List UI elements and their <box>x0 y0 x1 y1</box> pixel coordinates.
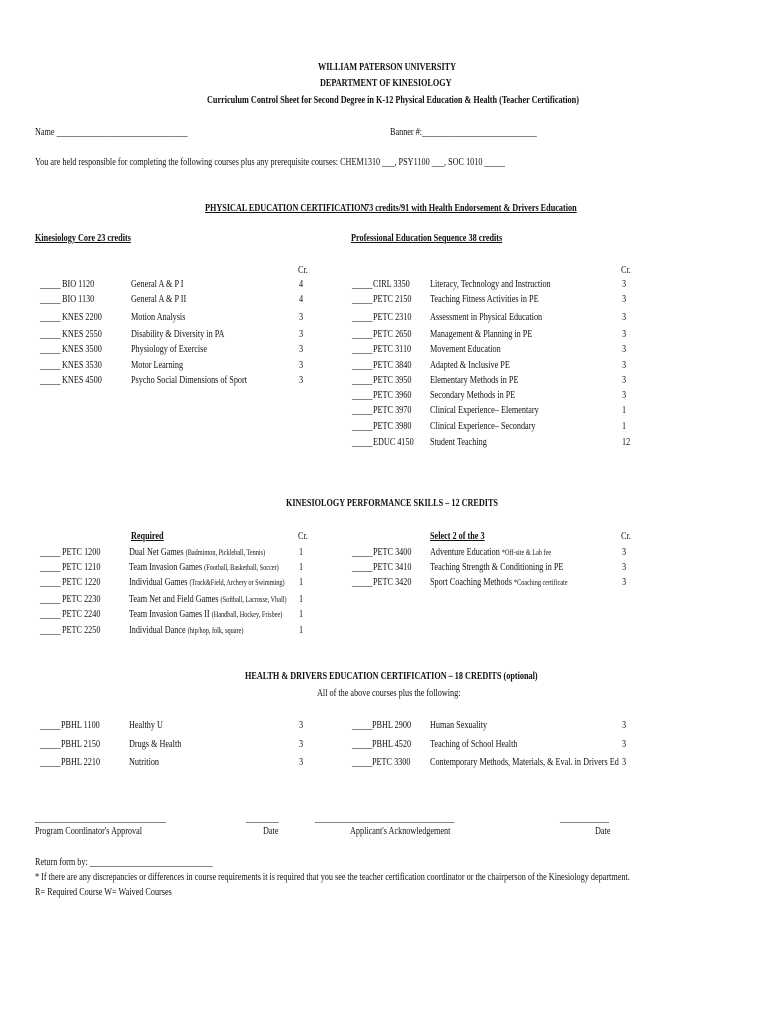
course-code: PETC 3970 <box>373 405 412 416</box>
course-credits: 1 <box>299 547 304 558</box>
course-credits: 3 <box>299 329 304 340</box>
completion-blank[interactable]: _____ <box>352 294 373 305</box>
applicant-signature-label: Applicant's Acknowledgement <box>350 826 451 837</box>
professional-education-heading: Professional Education Sequence 38 credits <box>351 233 503 244</box>
course-credits: 3 <box>299 360 304 371</box>
course-credits: 3 <box>622 577 627 588</box>
course-code: PBHL 4520 <box>372 739 412 750</box>
course-note: *Coaching certificate <box>513 578 568 587</box>
course-title-text: Team Net and Field Games <box>129 594 219 605</box>
course-title <box>430 577 567 589</box>
completion-blank[interactable]: _____ <box>40 329 61 340</box>
course-note: (Handball, Hockey, Frisbee) <box>211 610 283 619</box>
course-code: PETC 3110 <box>373 344 412 355</box>
course-title <box>129 609 282 621</box>
course-title: Teaching Strength & Conditioning in PE <box>430 562 564 573</box>
course-credits: 3 <box>622 720 627 731</box>
course-title <box>129 547 265 559</box>
course-code: KNES 2550 <box>62 329 102 340</box>
course-credits: 3 <box>299 739 304 750</box>
completion-blank[interactable]: _____ <box>352 329 373 340</box>
course-credits: 1 <box>299 625 304 636</box>
course-credits: 3 <box>622 329 627 340</box>
course-title <box>129 562 279 574</box>
course-title: Secondary Methods in PE <box>430 390 516 401</box>
course-title-text: Team Invasion Games II <box>129 609 210 620</box>
course-title: Elementary Methods in PE <box>430 375 519 386</box>
completion-blank[interactable]: _____ <box>40 757 61 768</box>
banner-field[interactable]: Banner #:____________________________ <box>390 127 537 138</box>
completion-blank[interactable]: _____ <box>352 375 373 386</box>
course-code: PETC 2250 <box>62 625 101 636</box>
course-code: PETC 3410 <box>373 562 412 573</box>
course-credits: 3 <box>299 312 304 323</box>
course-code: PETC 3400 <box>373 547 412 558</box>
completion-blank[interactable]: _____ <box>352 547 373 558</box>
completion-blank[interactable]: _____ <box>352 437 373 448</box>
credits-column-label: Cr. <box>621 265 631 276</box>
course-credits: 1 <box>299 577 304 588</box>
course-credits: 3 <box>622 279 627 290</box>
completion-blank[interactable]: _____ <box>352 720 373 731</box>
completion-blank[interactable]: _____ <box>40 577 61 588</box>
course-code: KNES 2200 <box>62 312 102 323</box>
course-credits: 3 <box>622 390 627 401</box>
course-note: (Track&Field, Archery or Swimming) <box>189 578 285 587</box>
credits-column-label: Cr. <box>298 531 308 542</box>
pe-certification-credits: 73 credits/91 with Health Endorsement & Drivers Education <box>365 203 577 214</box>
course-title: Disability & Diversity in PA <box>131 329 225 340</box>
credits-column-label: Cr. <box>621 531 631 542</box>
course-credits: 3 <box>622 739 627 750</box>
course-credits: 3 <box>622 312 627 323</box>
course-title: Physiology of Exercise <box>131 344 207 355</box>
page-title: Curriculum Control Sheet for Second Degree in K-12 Physical Education & Health (Teacher Certification) <box>207 95 579 106</box>
completion-blank[interactable]: _____ <box>40 344 61 355</box>
coordinator-date-line[interactable]: ________ <box>246 813 279 824</box>
course-title <box>129 577 285 589</box>
course-credits: 1 <box>622 405 627 416</box>
course-code: CIRL 3350 <box>373 279 410 290</box>
course-title: Adapted & Inclusive PE <box>430 360 510 371</box>
course-title-text: Individual Games <box>129 577 188 588</box>
health-certification-title: HEALTH & DRIVERS EDUCATION CERTIFICATION – 18 CREDITS (optional) <box>245 671 538 682</box>
completion-blank[interactable]: _____ <box>40 312 61 323</box>
course-note: (Softball, Lacrosse, Vball) <box>220 595 287 604</box>
course-credits: 3 <box>622 360 627 371</box>
course-code: BIO 1130 <box>62 294 95 305</box>
completion-blank[interactable]: _____ <box>352 757 373 768</box>
course-credits: 4 <box>299 279 304 290</box>
applicant-signature-line[interactable]: __________________________________ <box>315 813 455 824</box>
return-form-field[interactable]: Return form by: ______________________________ <box>35 857 213 868</box>
completion-blank[interactable]: _____ <box>352 312 373 323</box>
completion-blank[interactable]: _____ <box>352 390 373 401</box>
course-title: Clinical Experience– Elementary <box>430 405 539 416</box>
completion-blank[interactable]: _____ <box>352 360 373 371</box>
completion-blank[interactable]: _____ <box>352 405 373 416</box>
course-code: PETC 1210 <box>62 562 101 573</box>
course-code: PETC 1220 <box>62 577 101 588</box>
completion-blank[interactable]: _____ <box>352 739 373 750</box>
course-title: Healthy U <box>129 720 163 731</box>
discrepancy-note: * If there are any discrepancies or differences in course requirements it is required that you see the teacher certification coordinator or the chairperson of the Kinesiology department. <box>35 872 630 883</box>
course-title: Motion Analysis <box>131 312 186 323</box>
course-title: Teaching Fitness Activities in PE <box>430 294 539 305</box>
course-code: KNES 4500 <box>62 375 102 386</box>
course-code: PETC 2310 <box>373 312 412 323</box>
health-certification-subtitle: All of the above courses plus the following: <box>317 688 461 699</box>
applicant-date-line[interactable]: ____________ <box>560 813 610 824</box>
course-code: PBHL 1100 <box>61 720 100 731</box>
completion-blank[interactable]: _____ <box>352 279 373 290</box>
course-title: Clinical Experience– Secondary <box>430 421 536 432</box>
course-credits: 1 <box>299 562 304 573</box>
applicant-date-label: Date <box>595 826 611 837</box>
coordinator-signature-line[interactable]: ________________________________ <box>35 813 167 824</box>
course-title-text: Adventure Education <box>430 547 500 558</box>
course-title <box>129 625 243 637</box>
credits-column-label: Cr. <box>298 265 308 276</box>
completion-blank[interactable]: _____ <box>40 279 61 290</box>
course-title: Contemporary Methods, Materials, & Eval. in Drivers Ed <box>430 757 619 768</box>
completion-blank[interactable]: _____ <box>352 344 373 355</box>
course-title: Student Teaching <box>430 437 487 448</box>
course-code: BIO 1120 <box>62 279 95 290</box>
completion-blank[interactable]: _____ <box>40 375 61 386</box>
course-credits: 3 <box>299 375 304 386</box>
course-title-text: Dual Net Games <box>129 547 184 558</box>
coordinator-signature-label: Program Coordinator's Approval <box>35 826 143 837</box>
course-title: General A & P I <box>131 279 184 290</box>
course-code: PETC 3980 <box>373 421 412 432</box>
completion-blank[interactable]: _____ <box>40 609 61 620</box>
course-code: PETC 3420 <box>373 577 412 588</box>
completion-blank[interactable]: _____ <box>352 562 373 573</box>
completion-blank[interactable]: _____ <box>352 577 373 588</box>
kinesiology-core-heading: Kinesiology Core 23 credits <box>35 233 131 244</box>
completion-blank[interactable]: _____ <box>40 294 61 305</box>
course-title-text: Team Invasion Games <box>129 562 203 573</box>
course-code: PETC 3300 <box>372 757 411 768</box>
course-note: (Badminton, Pickleball, Tennis) <box>185 548 266 557</box>
course-code: PBHL 2900 <box>372 720 412 731</box>
course-code: KNES 3530 <box>62 360 102 371</box>
course-title-text: Individual Dance <box>129 625 186 636</box>
legend-text: R= Required Course W= Waived Courses <box>35 887 172 898</box>
course-code: PETC 2150 <box>373 294 412 305</box>
course-credits: 3 <box>622 294 627 305</box>
completion-blank[interactable]: _____ <box>352 421 373 432</box>
completion-blank[interactable]: _____ <box>40 625 61 636</box>
course-code: EDUC 4150 <box>373 437 414 448</box>
course-credits: 1 <box>299 609 304 620</box>
pe-certification-title: PHYSICAL EDUCATION CERTIFICATION <box>205 203 367 214</box>
course-credits: 3 <box>622 344 627 355</box>
name-field[interactable]: Name ________________________________ <box>35 127 188 138</box>
course-code: KNES 3500 <box>62 344 102 355</box>
course-code: PETC 2650 <box>373 329 412 340</box>
course-code: PETC 3950 <box>373 375 412 386</box>
course-credits: 3 <box>299 720 304 731</box>
course-credits: 3 <box>622 757 627 768</box>
course-note: *Off-site & Lab fee <box>501 548 552 557</box>
course-title: Assessment in Physical Education <box>430 312 543 323</box>
course-title-text: Sport Coaching Methods <box>430 577 512 588</box>
course-code: PETC 3840 <box>373 360 412 371</box>
course-credits: 1 <box>299 594 304 605</box>
course-note: (hip/hop, folk, square) <box>187 626 244 635</box>
prerequisite-text: You are held responsible for completing the following courses plus any prerequisite courses: CHEM1310 ___, PSY1100 ___, SOC 1010 _____ <box>35 157 505 168</box>
course-title: Literacy, Technology and Instruction <box>430 279 551 290</box>
course-credits: 4 <box>299 294 304 305</box>
course-title: Psycho Social Dimensions of Sport <box>131 375 248 386</box>
course-title: Human Sexuality <box>430 720 488 731</box>
required-heading: Required <box>131 531 164 542</box>
course-code: PETC 1200 <box>62 547 101 558</box>
course-title <box>430 547 551 559</box>
course-title: Teaching of School Health <box>430 739 518 750</box>
course-title: Nutrition <box>129 757 160 768</box>
performance-skills-title: KINESIOLOGY PERFORMANCE SKILLS – 12 CREDITS <box>286 498 499 509</box>
course-credits: 3 <box>622 547 627 558</box>
completion-blank[interactable]: _____ <box>40 720 61 731</box>
course-code: PETC 3960 <box>373 390 412 401</box>
course-title: Motor Learning <box>131 360 184 371</box>
course-title: Movement Education <box>430 344 501 355</box>
select-heading: Select 2 of the 3 <box>430 531 485 542</box>
course-code: PBHL 2150 <box>61 739 101 750</box>
course-title: General A & P II <box>131 294 187 305</box>
completion-blank[interactable]: _____ <box>40 360 61 371</box>
course-credits: 3 <box>299 344 304 355</box>
course-code: PBHL 2210 <box>61 757 101 768</box>
completion-blank[interactable]: _____ <box>40 547 61 558</box>
course-credits: 1 <box>622 421 627 432</box>
course-title: Drugs & Health <box>129 739 182 750</box>
course-credits: 3 <box>622 562 627 573</box>
course-title: Management & Planning in PE <box>430 329 533 340</box>
course-credits: 3 <box>622 375 627 386</box>
university-name: WILLIAM PATERSON UNIVERSITY <box>318 62 457 73</box>
course-note: (Football, Basketball, Soccer) <box>204 563 279 572</box>
completion-blank[interactable]: _____ <box>40 562 61 573</box>
completion-blank[interactable]: _____ <box>40 594 61 605</box>
course-credits: 3 <box>299 757 304 768</box>
course-code: PETC 2240 <box>62 609 101 620</box>
course-code: PETC 2230 <box>62 594 101 605</box>
course-credits: 12 <box>622 437 631 448</box>
coordinator-date-label: Date <box>263 826 279 837</box>
completion-blank[interactable]: _____ <box>40 739 61 750</box>
department-name: DEPARTMENT OF KINESIOLOGY <box>320 78 452 89</box>
course-title <box>129 594 287 606</box>
